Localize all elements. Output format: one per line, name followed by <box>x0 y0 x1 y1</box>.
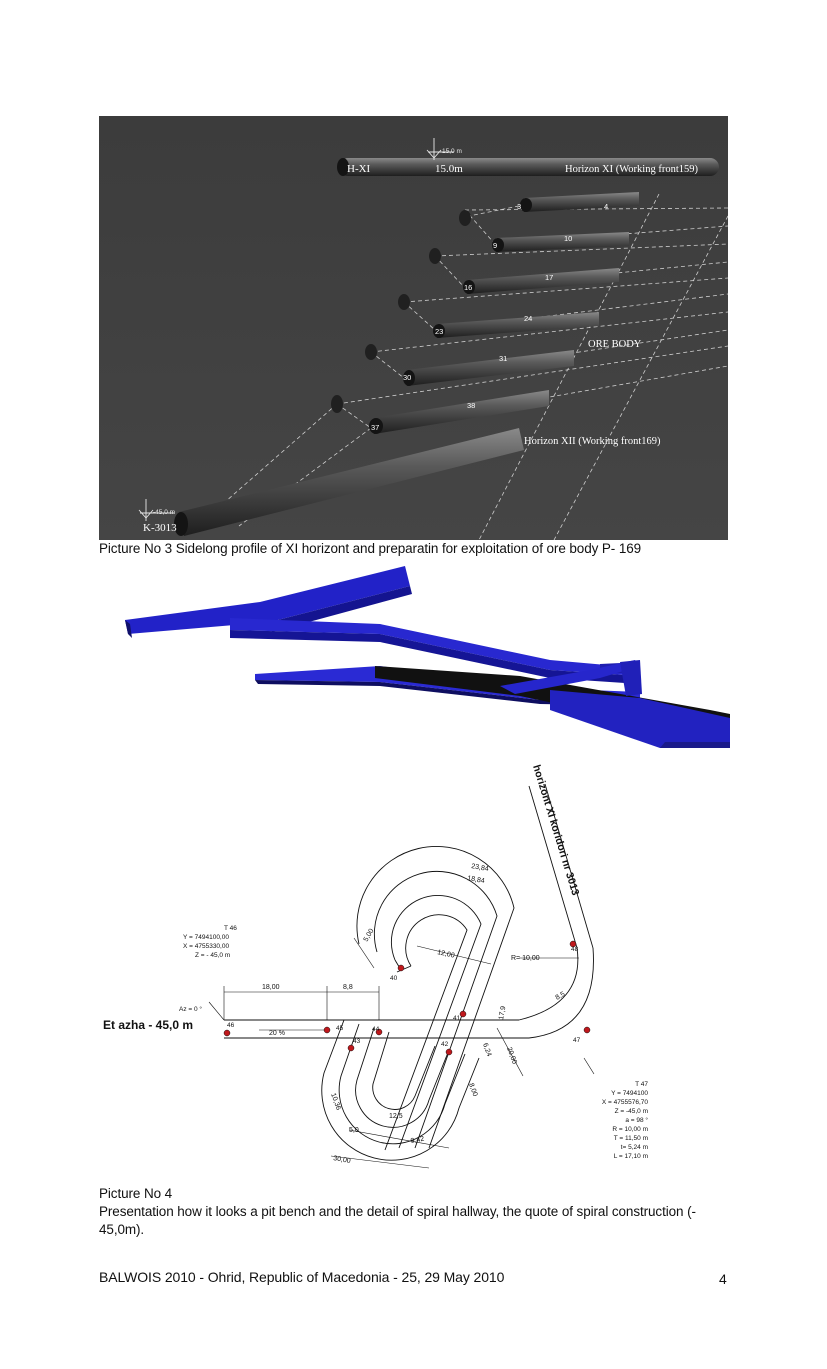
etazha-label: Et azha - 45,0 m <box>103 1018 194 1032</box>
station-point-42 <box>446 1049 452 1055</box>
horizon-xi-label: Horizon XI (Working front159) <box>565 164 698 175</box>
page-footer: BALWOIS 2010 - Ohrid, Republic of Macedonia - 25, 29 May 2010 <box>99 1269 505 1285</box>
dimension-value: 30,00 <box>332 1155 352 1166</box>
station-point-47 <box>584 1027 590 1033</box>
tunnel-number: 4 <box>604 202 609 211</box>
t47-y: Y = 7494100 <box>611 1090 648 1097</box>
top-level-name: H-XI <box>347 163 371 175</box>
figure4-caption-line1: Presentation how it looks a pit bench and the detail of spiral hallway, the quote of spiral construction (- <box>99 1204 696 1219</box>
dimension-value: 5,00 <box>362 927 376 943</box>
dimension-value: 23,84 <box>470 863 490 874</box>
page-number: 4 <box>719 1271 727 1287</box>
dimension-value: 9,42 <box>410 1135 425 1145</box>
t46-y: Y = 7494100,00 <box>183 934 229 941</box>
station-point-43 <box>348 1045 354 1051</box>
tunnel-number: 17 <box>545 273 554 282</box>
tunnel-number: 16 <box>464 283 473 292</box>
figure4-spiral-drawing <box>99 758 728 1183</box>
point-number: 42 <box>441 1041 449 1048</box>
dimension-lines <box>209 938 594 1168</box>
spiral-outlines <box>224 784 593 1160</box>
point-number: 45 <box>336 1025 344 1032</box>
t47-l: L = 17,10 m <box>613 1153 648 1160</box>
figure4-caption-line2: 45,0m). <box>99 1222 145 1237</box>
dimension-value: 18,00 <box>262 984 280 991</box>
upper-corridor <box>125 566 640 684</box>
dimension-value: 18,84 <box>466 875 486 886</box>
point-number: 40 <box>390 975 398 982</box>
t46-name: T 46 <box>224 925 237 932</box>
dimension-value: R= 10,00 <box>511 955 540 962</box>
tunnel-number: 31 <box>499 354 508 363</box>
figure3-render <box>99 116 728 540</box>
dimension-value: 17,9 <box>498 1005 508 1021</box>
point-number: 44 <box>372 1026 380 1033</box>
tunnel-number: 24 <box>524 314 533 323</box>
station-point-40 <box>398 965 404 971</box>
t47-t-upper: T = 11,50 m <box>613 1135 648 1142</box>
dimension-value: 20,00 <box>505 1046 518 1066</box>
dimension-value: 8,00 <box>467 1082 479 1098</box>
az-label: Az = 0 ° <box>179 1006 203 1013</box>
bottom-level-marker: -45,0 m <box>153 509 176 516</box>
tunnel-number: 9 <box>493 241 498 250</box>
t47-name: T 47 <box>635 1081 648 1088</box>
tunnel-number: 30 <box>403 373 412 382</box>
dimension-value: 12,5 <box>389 1113 403 1120</box>
station-point-46 <box>224 1030 230 1036</box>
t47-coordinates <box>602 1081 648 1160</box>
dimension-value: 20 % <box>269 1030 285 1037</box>
tunnel-number: 10 <box>564 234 573 243</box>
lower-corridor <box>255 660 730 748</box>
blue-corridor-render <box>120 562 730 752</box>
dimension-value: 12,00 <box>436 949 456 960</box>
tunnel-number: 37 <box>371 423 380 432</box>
tunnel-number: 3 <box>517 202 522 211</box>
tunnel-number: 38 <box>467 401 476 410</box>
t46-coordinates <box>183 925 237 959</box>
bottom-level-name: K-3013 <box>143 522 177 534</box>
dimension-value: 5,0 <box>349 1127 359 1134</box>
point-number: 47 <box>573 1037 581 1044</box>
point-number: 48 <box>571 946 579 953</box>
ore-body-label: ORE BODY <box>588 339 642 350</box>
station-point-45 <box>324 1027 330 1033</box>
dimension-texts <box>262 863 567 1165</box>
dimension-value: 8,8 <box>343 984 353 991</box>
figure3-caption: Picture No 3 Sidelong profile of XI horizont and preparatin for exploitation of ore body P- 169 <box>99 541 642 556</box>
point-number: 46 <box>227 1022 235 1029</box>
tunnel-number: 23 <box>435 327 444 336</box>
point-number: 43 <box>353 1038 361 1045</box>
dimension-value: 6,24 <box>481 1042 493 1058</box>
t46-z: Z = - 45,0 m <box>195 952 231 959</box>
top-level-value: 15.0m <box>435 163 463 175</box>
dimension-value: 10,36 <box>329 1092 342 1112</box>
dimension-value: 8,5 <box>554 990 567 1002</box>
corridor-label: horizont XI koridori nr 3013 <box>530 763 582 897</box>
t47-a: a = 98 ° <box>625 1117 648 1124</box>
station-point-41 <box>460 1011 466 1017</box>
point-number: 41 <box>453 1015 461 1022</box>
t46-x: X = 4755330,00 <box>183 943 230 950</box>
t47-t-lower: t= 5,24 m <box>620 1144 648 1151</box>
t47-z: Z = -45,0 m <box>614 1108 648 1115</box>
t47-r: R = 10,00 m <box>612 1126 648 1133</box>
figure4-caption-title: Picture No 4 <box>99 1186 173 1201</box>
t47-x: X = 4755576,70 <box>601 1099 648 1106</box>
horizon-xii-label: Horizon XII (Working front169) <box>524 436 661 447</box>
top-level-marker: 15,0 m <box>442 148 462 155</box>
